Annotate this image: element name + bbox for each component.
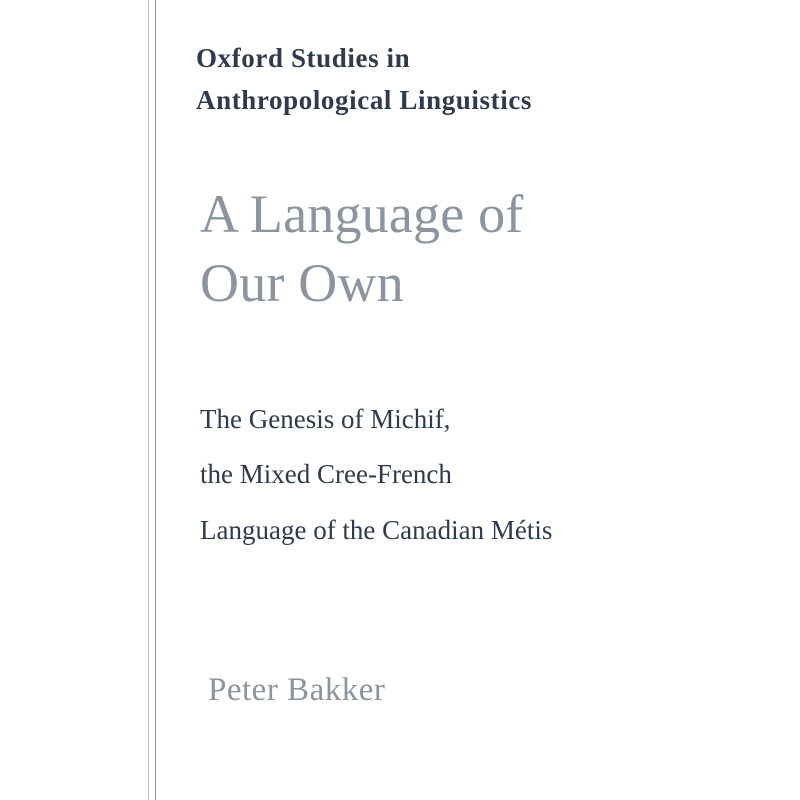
author-name: Peter Bakker [208, 672, 386, 708]
series-title [196, 38, 756, 122]
book-title-line-1: A Language of [200, 184, 524, 244]
spine-rule-outer [148, 0, 149, 800]
cover-content [196, 0, 780, 800]
series-title-line-2: Anthropological Linguistics [196, 84, 533, 115]
spine-rule-inner [155, 0, 156, 800]
series-title-line-1: Oxford Studies in [196, 43, 411, 73]
book-title [200, 180, 760, 318]
book-subtitle-line-3: Language of the Canadian Métis [200, 514, 553, 545]
book-title-line-2: Our Own [200, 253, 404, 314]
book-subtitle-line-2: the Mixed Cree-French [200, 459, 452, 490]
book-subtitle-line-1: The Genesis of Michif, [200, 404, 451, 434]
book-subtitle [200, 392, 770, 558]
